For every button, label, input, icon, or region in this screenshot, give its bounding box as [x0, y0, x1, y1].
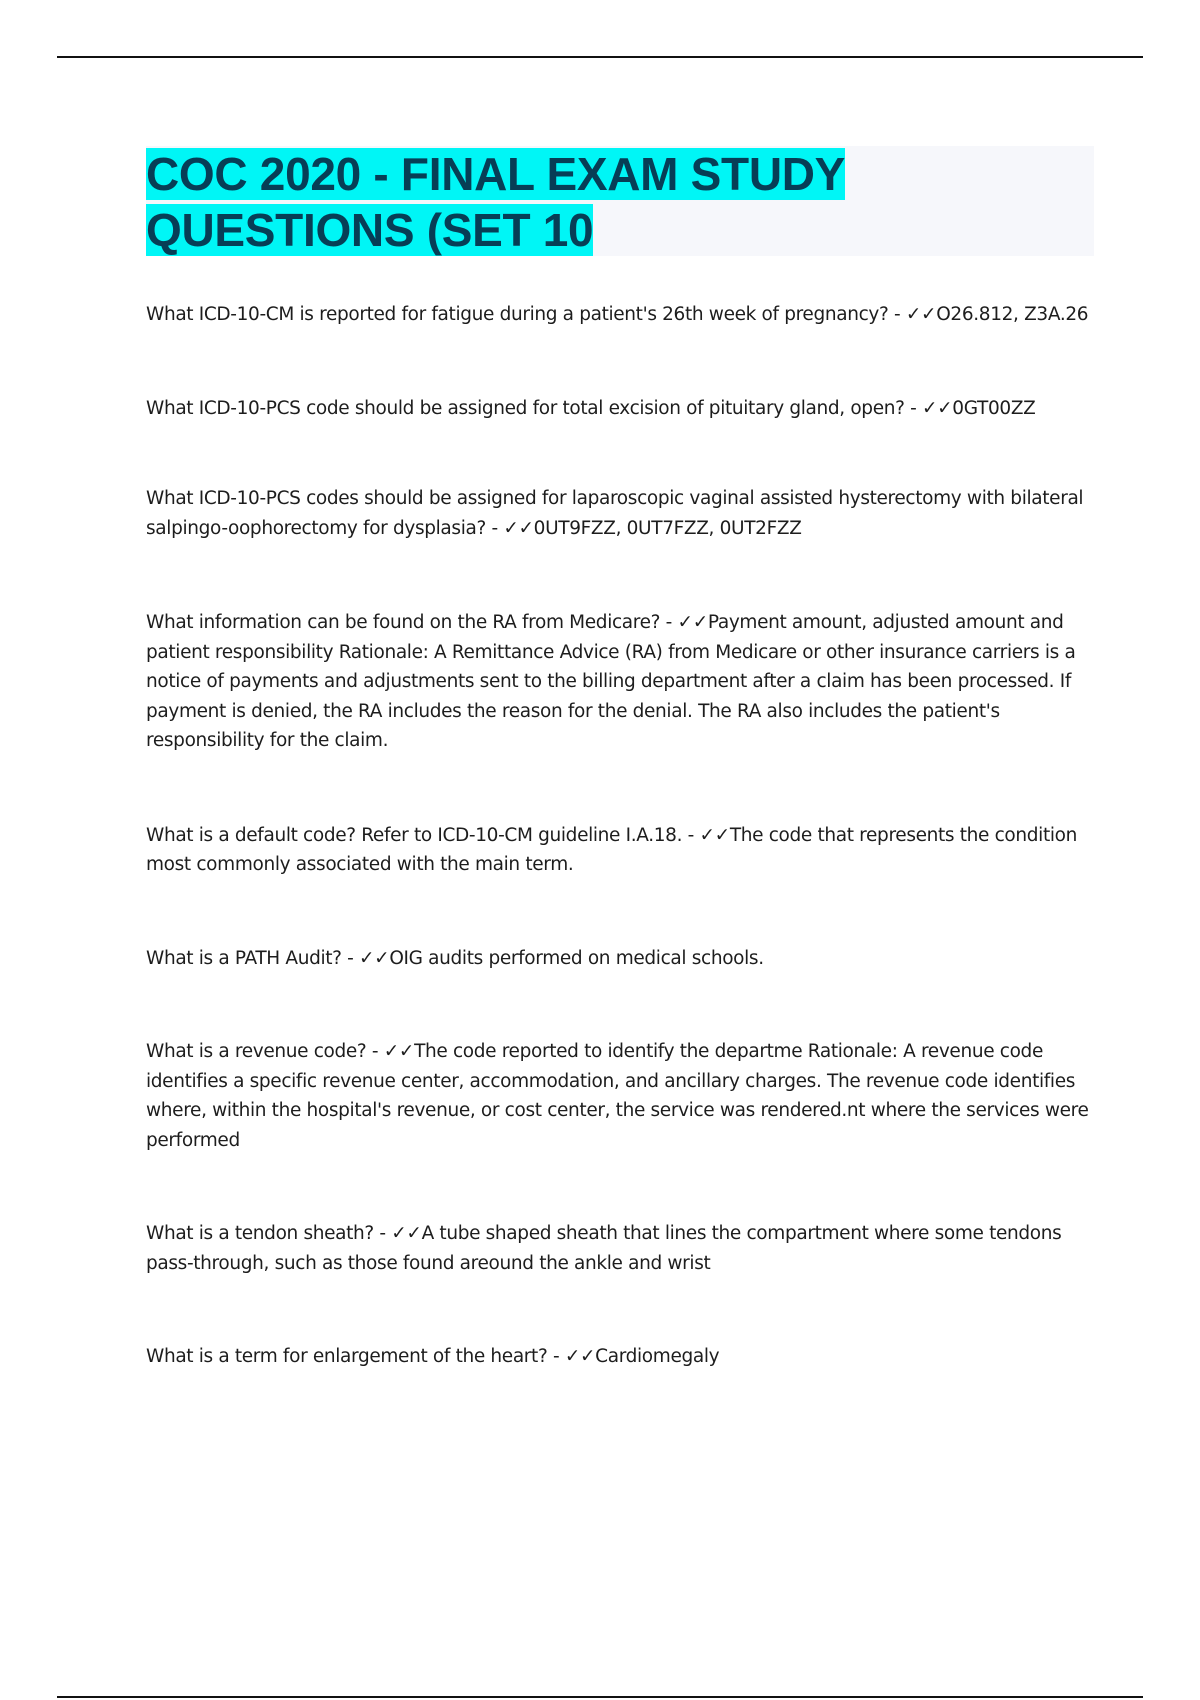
check-mark-icon: ✓✓ [383, 1041, 415, 1062]
answer-text: The code that represents the condition most commonly associated with the main term. [146, 824, 1077, 875]
separator: - [660, 612, 678, 633]
list-item [146, 1342, 1094, 1372]
answer-text: Cardiomegaly [595, 1346, 720, 1367]
title-block [146, 146, 1094, 256]
separator: - [682, 824, 700, 846]
page-title-line-1: COC 2020 - FINAL EXAM STUDY [146, 148, 846, 200]
answer-text: The code reported to identify the departme Rationale: A revenue code identifies a specific revenue center, accommodation, and ancillary charges. The revenue code identifies where, within the hospital's revenue, or cost center, the service was rendered.nt where the services were performed [146, 1041, 1089, 1151]
list-item [146, 821, 1094, 880]
separator: - [366, 1041, 384, 1062]
question-text: What ICD-10-CM is reported for fatigue during a patient's 26th week of pregnancy? [146, 304, 889, 325]
question-list [146, 300, 1094, 1372]
check-mark-icon: ✓✓ [359, 947, 390, 969]
list-item [146, 944, 1094, 974]
check-mark-icon: ✓✓ [564, 1346, 596, 1367]
question-text: What information can be found on the RA from Medicare? [146, 612, 661, 633]
question-text: What ICD-10-PCS code should be assigned for total excision of pituitary gland, open? [146, 397, 905, 419]
bottom-rule [57, 1696, 1143, 1698]
check-mark-icon: ✓✓ [677, 612, 708, 633]
separator: - [373, 1223, 392, 1244]
question-text: What is a PATH Audit? [146, 947, 342, 969]
answer-text: 0GT00ZZ [952, 397, 1036, 419]
list-item [146, 300, 1094, 330]
list-item [146, 394, 1094, 424]
check-mark-icon: ✓✓ [905, 304, 937, 325]
separator: - [547, 1346, 565, 1367]
check-mark-icon: ✓✓ [921, 397, 953, 419]
check-mark-icon: ✓✓ [391, 1223, 422, 1244]
question-text: What ICD-10-PCS codes should be assigned for laparoscopic vaginal assisted hysterectomy with bilateral salpingo-oophorectomy for dysplasia? [146, 488, 1084, 539]
question-text: What is a default code? Refer to ICD-10-CM guideline I.A.18. [146, 824, 683, 846]
check-mark-icon: ✓✓ [503, 517, 534, 539]
page-title-line-2: QUESTIONS (SET 10 [146, 204, 594, 256]
answer-text: O26.812, Z3A.26 [936, 304, 1089, 325]
question-text: What is a revenue code? [146, 1041, 367, 1062]
answer-text: 0UT9FZZ, 0UT7FZZ, 0UT2FZZ [533, 517, 802, 539]
list-item [146, 1037, 1094, 1155]
top-rule [57, 56, 1143, 58]
separator: - [888, 304, 906, 325]
check-mark-icon: ✓✓ [699, 824, 730, 846]
separator: - [904, 397, 922, 419]
list-item [146, 484, 1094, 543]
question-text: What is a tendon sheath? [146, 1223, 374, 1244]
answer-text: A tube shaped sheath that lines the compartment where some tendons pass-through, such as those found areound the ankle and wrist [146, 1223, 1062, 1274]
answer-text: OIG audits performed on medical schools. [389, 947, 764, 969]
separator: - [341, 947, 360, 969]
separator: - [485, 517, 504, 539]
page-title [146, 146, 1094, 258]
answer-text: Payment amount, adjusted amount and patient responsibility Rationale: A Remittance Advice (RA) from Medicare or other insurance carriers is a notice of payments and adjustments sent to the billing department after a claim has been processed. If payment is denied, the RA includes the reason for the denial. The RA also includes the patient's responsibility for the claim. [146, 612, 1076, 751]
list-item [146, 608, 1094, 756]
question-text: What is a term for enlargement of the heart? [146, 1346, 548, 1367]
list-item [146, 1219, 1094, 1278]
